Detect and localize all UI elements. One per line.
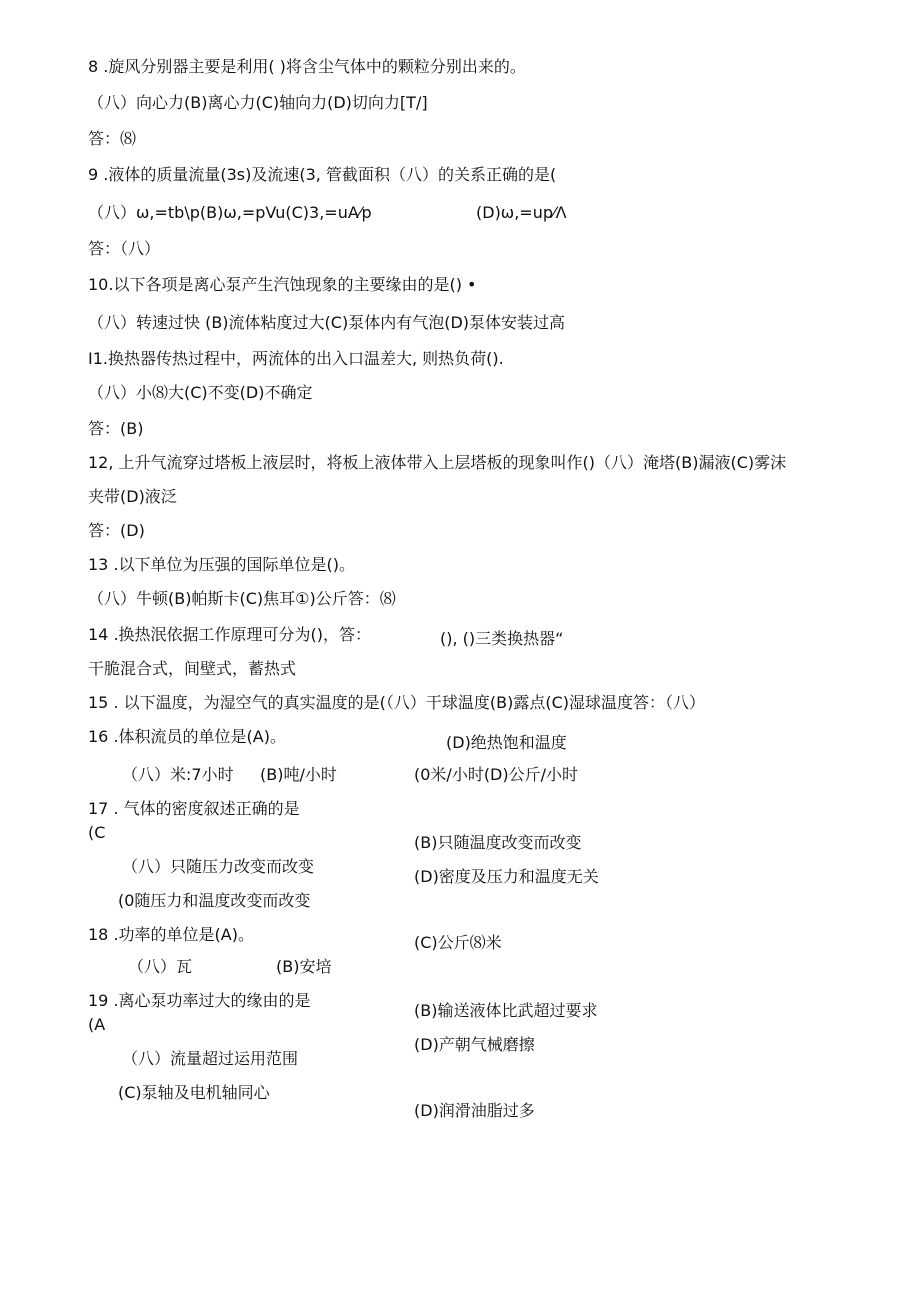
question-14-answer: 干脆混合式，间壁式，蓄热式 <box>88 659 297 678</box>
question-16: 16 .体积流员的单位是(A)。 <box>88 727 286 746</box>
question-10-options: （八）转速过快 (B)流体粘度过大(C)泵体内有气泡(D)泵体安装过高 <box>88 313 566 332</box>
question-13-options: （八）牛顿(B)帕斯卡(C)焦耳①)公斤答：⑻ <box>88 589 396 608</box>
question-17-paren: (C <box>88 823 106 842</box>
question-17-option-d: (D)密度及压力和温度无关 <box>414 867 599 886</box>
question-9-answer: 答：（八） <box>88 239 161 258</box>
question-11-options: （八）小⑻大(C)不变(D)不确定 <box>88 383 313 402</box>
question-18-option-b: (B)安培 <box>276 957 332 976</box>
question-8: 8 .旋风分别器主要是利用( )将含尘气体中的颗粒分别出来的。 <box>88 57 526 76</box>
question-18-option-c: (C)公斤⑻米 <box>414 933 502 952</box>
question-17-option-b: (B)只随温度改变而改变 <box>414 833 582 852</box>
question-16-option-b: (B)吨/小时 <box>260 765 337 784</box>
question-9-options-abc: （八）ω,=tb\p(B)ω,=pVu(C)3,=uA⁄p <box>88 203 372 222</box>
question-19-option-cut: (D)润滑油脂过多 <box>414 1101 535 1120</box>
question-19-option-a: （八）流量超过运用范围 <box>122 1049 299 1068</box>
question-14-blanks: (), ()三类换热器“ <box>440 629 564 648</box>
question-11: I1.换热器传热过程中，两流体的出入口温差大, 则热负荷(). <box>88 349 504 368</box>
question-9: 9 .液体的质量流量(3s)及流速(3, 管截面积（八）的关系正确的是( <box>88 165 557 184</box>
question-12: 12, 上升气流穿过塔板上液层时，将板上液体带入上层塔板的现象叫作()（八）淹塔(B)漏液(C)雾沫 <box>88 453 787 472</box>
question-19: 19 .离心泵功率过大的缘由的是 <box>88 991 311 1010</box>
question-14: 14 .换热泯依据工作原理可分为()，答： <box>88 625 372 644</box>
question-9-option-d: (D)ω,=up⁄Λ <box>476 203 567 222</box>
question-17-option-c: (0随压力和温度改变而改变 <box>118 891 311 910</box>
question-16-option-a: （八）米:7小时 <box>122 765 234 784</box>
question-19-paren: (A <box>88 1015 106 1034</box>
question-8-answer: 答：⑻ <box>88 129 137 148</box>
question-13: 13 .以下单位为压强的国际单位是()。 <box>88 555 356 574</box>
question-17-option-a: （八）只随压力改变而改变 <box>122 857 315 876</box>
question-19-option-d: (D)产朝气械磨擦 <box>414 1035 535 1054</box>
question-12-continued: 夹带(D)液泛 <box>88 487 177 506</box>
question-19-option-b: (B)输送液体比武超过要求 <box>414 1001 598 1020</box>
question-10: 10.以下各项是离心泵产生汽蚀现象的主要缘由的是() • <box>88 275 477 294</box>
question-15: 15 . 以下温度，为湿空气的真实温度的是(（八）干球温度(B)露点(C)湿球温度答：（八） <box>88 693 705 712</box>
question-18-option-a: （八）瓦 <box>128 957 193 976</box>
question-16-option-cd: (0米/小时(D)公斤/小时 <box>414 765 579 784</box>
question-8-options: （八）向心力(B)离心力(C)轴向力(D)切向力[T/] <box>88 93 428 112</box>
question-12-answer: 答：(D) <box>88 521 145 540</box>
question-19-option-c: (C)泵轴及电机轴同心 <box>118 1083 270 1102</box>
question-11-answer: 答：(B) <box>88 419 144 438</box>
question-18: 18 .功率的单位是(A)。 <box>88 925 254 944</box>
question-17: 17 . 气体的密度叙述正确的是 <box>88 799 300 818</box>
question-15-option-d: (D)绝热饱和温度 <box>446 733 567 752</box>
